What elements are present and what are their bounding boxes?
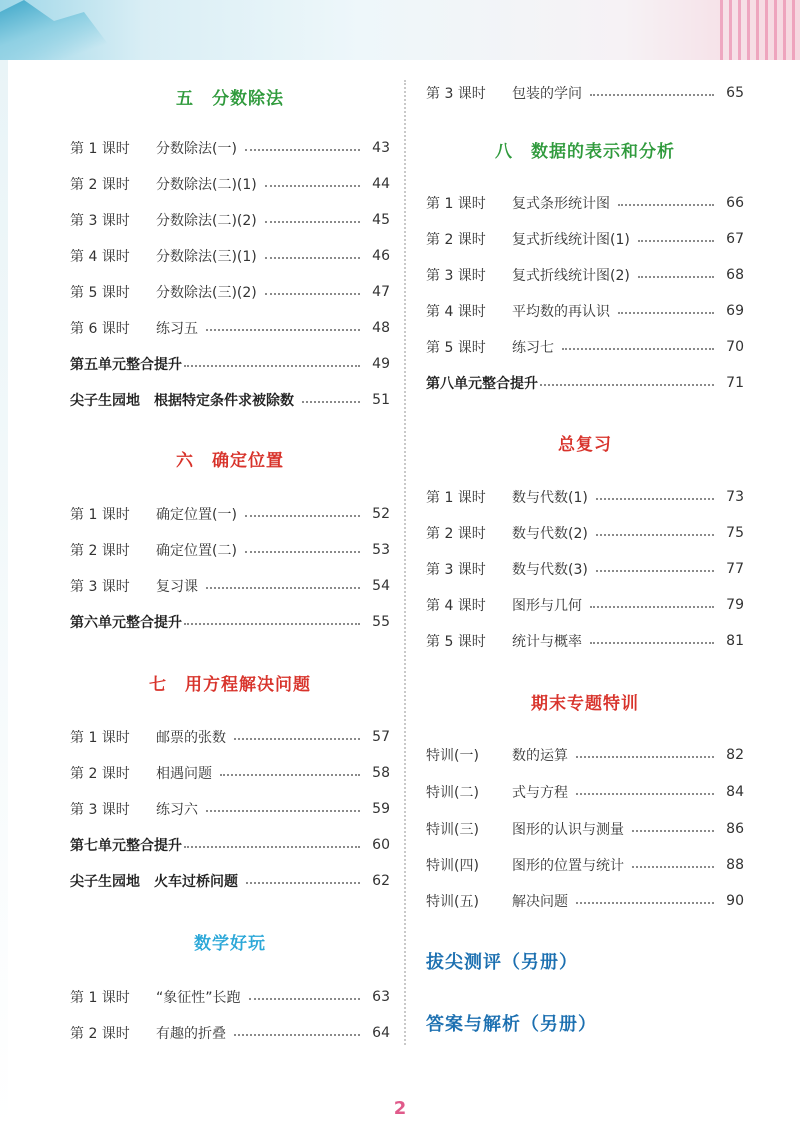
page-ref: 64 — [372, 1025, 390, 1041]
page-ref: 53 — [372, 542, 390, 558]
page-ref: 82 — [726, 747, 744, 763]
page-ref: 49 — [372, 356, 390, 372]
page-ref: 73 — [726, 489, 744, 505]
page-ref: 43 — [372, 140, 390, 156]
review-title: 第五单元整合提升 — [70, 357, 182, 373]
leader-dots — [632, 866, 714, 868]
lesson-number: 第 4 课时 — [70, 249, 130, 265]
page-ref: 65 — [726, 85, 744, 101]
toc-entry[interactable] — [70, 539, 390, 561]
lesson-number: 第 5 课时 — [70, 285, 130, 301]
lesson-number: 特训(四) — [426, 858, 479, 874]
mountain-decoration — [0, 0, 120, 60]
lesson-number: 第 1 课时 — [70, 990, 130, 1006]
page-ref: 84 — [726, 784, 744, 800]
toc-entry[interactable] — [70, 209, 390, 231]
toc-entry-review[interactable] — [426, 372, 744, 394]
lesson-number: 第 2 课时 — [70, 177, 130, 193]
page-ref: 70 — [726, 339, 744, 355]
toc-entry[interactable] — [426, 336, 744, 358]
review-title: 第七单元整合提升 — [70, 838, 182, 854]
lesson-number: 第 5 课时 — [426, 634, 486, 650]
toc-entry[interactable] — [70, 1022, 390, 1044]
lesson-title: 图形的认识与测量 — [512, 822, 624, 838]
page-ref: 79 — [726, 597, 744, 613]
toc-entry[interactable] — [426, 82, 744, 104]
unit-title: 八 数据的表示和分析 — [495, 142, 675, 162]
leader-dots — [184, 365, 360, 367]
toc-entry[interactable] — [426, 630, 744, 652]
lesson-title: 复式折线统计图(2) — [512, 268, 630, 284]
page-ref: 90 — [726, 893, 744, 909]
page-ref: 48 — [372, 320, 390, 336]
review-title: 第八单元整合提升 — [426, 376, 538, 392]
stripe-decoration — [720, 0, 800, 60]
lesson-title: 图形与几何 — [512, 598, 582, 614]
unit-title: 期末专题特训 — [531, 694, 639, 714]
toc-entry[interactable] — [70, 726, 390, 748]
lesson-title: 分数除法(三)(1) — [156, 249, 257, 265]
lesson-number: 第 6 课时 — [70, 321, 130, 337]
leader-dots — [302, 401, 360, 403]
leader-dots — [184, 623, 360, 625]
toc-entry[interactable] — [70, 575, 390, 597]
page-ref: 66 — [726, 195, 744, 211]
toc-entry[interactable] — [70, 762, 390, 784]
page-ref: 88 — [726, 857, 744, 873]
toc-entry-review[interactable] — [70, 611, 390, 633]
toc-entry-review[interactable] — [70, 834, 390, 856]
leader-dots — [618, 312, 714, 314]
lesson-title: 有趣的折叠 — [156, 1026, 226, 1042]
leader-dots — [249, 998, 360, 1000]
toc-entry[interactable] — [70, 245, 390, 267]
toc-entry-extension[interactable] — [70, 389, 390, 411]
leader-dots — [206, 810, 360, 812]
lesson-title: 火车过桥问题 — [154, 874, 238, 890]
leader-dots — [576, 793, 714, 795]
leader-dots — [576, 902, 714, 904]
leader-dots — [245, 149, 360, 151]
toc-entry[interactable] — [426, 558, 744, 580]
lesson-title: 式与方程 — [512, 785, 568, 801]
lesson-number: 第 3 课时 — [426, 562, 486, 578]
lesson-title: 确定位置(一) — [156, 507, 237, 523]
review-title: 第六单元整合提升 — [70, 615, 182, 631]
lesson-title: 分数除法(二)(2) — [156, 213, 257, 229]
lesson-title: 包装的学问 — [512, 86, 582, 102]
lesson-title: 相遇问题 — [156, 766, 212, 782]
header-decoration — [0, 0, 800, 60]
page-ref: 47 — [372, 284, 390, 300]
lesson-number: 特训(二) — [426, 785, 479, 801]
page-ref: 52 — [372, 506, 390, 522]
lesson-number: 第 1 课时 — [426, 490, 486, 506]
toc-entry-review[interactable] — [70, 353, 390, 375]
unit-title: 五 分数除法 — [176, 89, 284, 109]
lesson-number: 第 3 课时 — [70, 802, 130, 818]
lesson-number: 第 4 课时 — [426, 598, 486, 614]
lesson-title: 练习五 — [156, 321, 198, 337]
toc-entry[interactable] — [70, 986, 390, 1008]
leader-dots — [206, 329, 360, 331]
supplement-answers-link[interactable]: 答案与解析（另册） — [426, 1014, 597, 1035]
page-ref: 77 — [726, 561, 744, 577]
lesson-number: 第 3 课时 — [426, 86, 486, 102]
lesson-number: 第 3 课时 — [70, 213, 130, 229]
toc-entry[interactable] — [426, 300, 744, 322]
lesson-number: 第 3 课时 — [426, 268, 486, 284]
section-label: 尖子生园地 — [70, 393, 140, 409]
lesson-title: 数与代数(3) — [512, 562, 588, 578]
page-ref: 45 — [372, 212, 390, 228]
toc-entry[interactable] — [426, 744, 744, 766]
toc-entry-extension[interactable] — [70, 870, 390, 892]
leader-dots — [206, 587, 360, 589]
lesson-number: 第 2 课时 — [70, 1026, 130, 1042]
lesson-number: 第 4 课时 — [426, 304, 486, 320]
unit-title: 总复习 — [558, 435, 612, 455]
lesson-title: 复式折线统计图(1) — [512, 232, 630, 248]
leader-dots — [590, 606, 714, 608]
leader-dots — [590, 94, 714, 96]
leader-dots — [184, 846, 360, 848]
lesson-number: 特训(三) — [426, 822, 479, 838]
toc-entry[interactable] — [426, 781, 744, 803]
leader-dots — [265, 185, 360, 187]
page-ref: 58 — [372, 765, 390, 781]
page-edge — [0, 60, 8, 1131]
leader-dots — [590, 642, 714, 644]
page-number: 2 — [393, 1098, 407, 1119]
leader-dots — [632, 830, 714, 832]
lesson-title: 解决问题 — [512, 894, 568, 910]
toc-entry[interactable] — [426, 192, 744, 214]
leader-dots — [246, 882, 360, 884]
lesson-title: 图形的位置与统计 — [512, 858, 624, 874]
column-divider — [404, 80, 406, 1045]
leader-dots — [265, 293, 360, 295]
page-ref: 75 — [726, 525, 744, 541]
lesson-title: 分数除法(二)(1) — [156, 177, 257, 193]
page-ref: 44 — [372, 176, 390, 192]
lesson-title: 邮票的张数 — [156, 730, 226, 746]
lesson-number: 第 3 课时 — [70, 579, 130, 595]
section-label: 尖子生园地 — [70, 874, 140, 890]
toc-entry[interactable] — [426, 228, 744, 250]
page-ref: 81 — [726, 633, 744, 649]
page-ref: 63 — [372, 989, 390, 1005]
page-ref: 68 — [726, 267, 744, 283]
toc-entry[interactable] — [70, 317, 390, 339]
lesson-title: “象征性”长跑 — [156, 990, 241, 1006]
page-ref: 67 — [726, 231, 744, 247]
lesson-number: 特训(五) — [426, 894, 479, 910]
leader-dots — [562, 348, 714, 350]
lesson-number: 第 1 课时 — [426, 196, 486, 212]
page-ref: 86 — [726, 821, 744, 837]
toc-entry[interactable] — [70, 503, 390, 525]
toc-entry[interactable] — [426, 594, 744, 616]
leader-dots — [234, 738, 360, 740]
toc-entry[interactable] — [70, 281, 390, 303]
page-ref: 54 — [372, 578, 390, 594]
lesson-title: 根据特定条件求被除数 — [154, 393, 294, 409]
lesson-title: 复式条形统计图 — [512, 196, 610, 212]
lesson-title: 数与代数(1) — [512, 490, 588, 506]
lesson-title: 数与代数(2) — [512, 526, 588, 542]
leader-dots — [596, 534, 714, 536]
leader-dots — [596, 498, 714, 500]
lesson-number: 第 5 课时 — [426, 340, 486, 356]
unit-title: 数学好玩 — [194, 934, 266, 954]
leader-dots — [638, 240, 714, 242]
unit-title: 七 用方程解决问题 — [149, 675, 311, 695]
unit-title: 六 确定位置 — [176, 451, 284, 471]
lesson-number: 第 2 课时 — [70, 766, 130, 782]
page-ref: 59 — [372, 801, 390, 817]
lesson-number: 特训(一) — [426, 748, 479, 764]
lesson-number: 第 2 课时 — [426, 526, 486, 542]
toc-entry[interactable] — [426, 264, 744, 286]
toc-entry[interactable] — [70, 798, 390, 820]
leader-dots — [234, 1034, 360, 1036]
lesson-title: 练习六 — [156, 802, 198, 818]
page-ref: 60 — [372, 837, 390, 853]
lesson-number: 第 1 课时 — [70, 507, 130, 523]
toc-entry[interactable] — [426, 818, 744, 840]
page-ref: 62 — [372, 873, 390, 889]
page-ref: 69 — [726, 303, 744, 319]
leader-dots — [540, 384, 714, 386]
leader-dots — [245, 515, 360, 517]
page-ref: 46 — [372, 248, 390, 264]
supplement-test-link[interactable]: 拔尖测评（另册） — [426, 952, 578, 973]
toc-entry[interactable] — [426, 890, 744, 912]
lesson-number: 第 1 课时 — [70, 141, 130, 157]
leader-dots — [220, 774, 360, 776]
lesson-title: 分数除法(三)(2) — [156, 285, 257, 301]
lesson-title: 确定位置(二) — [156, 543, 237, 559]
toc-entry[interactable] — [426, 854, 744, 876]
toc-entry[interactable] — [70, 137, 390, 159]
leader-dots — [618, 204, 714, 206]
lesson-title: 练习七 — [512, 340, 554, 356]
lesson-number: 第 1 课时 — [70, 730, 130, 746]
lesson-number: 第 2 课时 — [70, 543, 130, 559]
lesson-number: 第 2 课时 — [426, 232, 486, 248]
page-ref: 71 — [726, 375, 744, 391]
lesson-title: 平均数的再认识 — [512, 304, 610, 320]
page-ref: 51 — [372, 392, 390, 408]
toc-entry[interactable] — [426, 486, 744, 508]
leader-dots — [265, 221, 360, 223]
lesson-title: 复习课 — [156, 579, 198, 595]
page-ref: 57 — [372, 729, 390, 745]
leader-dots — [576, 756, 714, 758]
leader-dots — [245, 551, 360, 553]
lesson-title: 统计与概率 — [512, 634, 582, 650]
lesson-title: 分数除法(一) — [156, 141, 237, 157]
leader-dots — [638, 276, 714, 278]
page-ref: 55 — [372, 614, 390, 630]
toc-entry[interactable] — [70, 173, 390, 195]
leader-dots — [596, 570, 714, 572]
leader-dots — [265, 257, 360, 259]
lesson-title: 数的运算 — [512, 748, 568, 764]
toc-entry[interactable] — [426, 522, 744, 544]
